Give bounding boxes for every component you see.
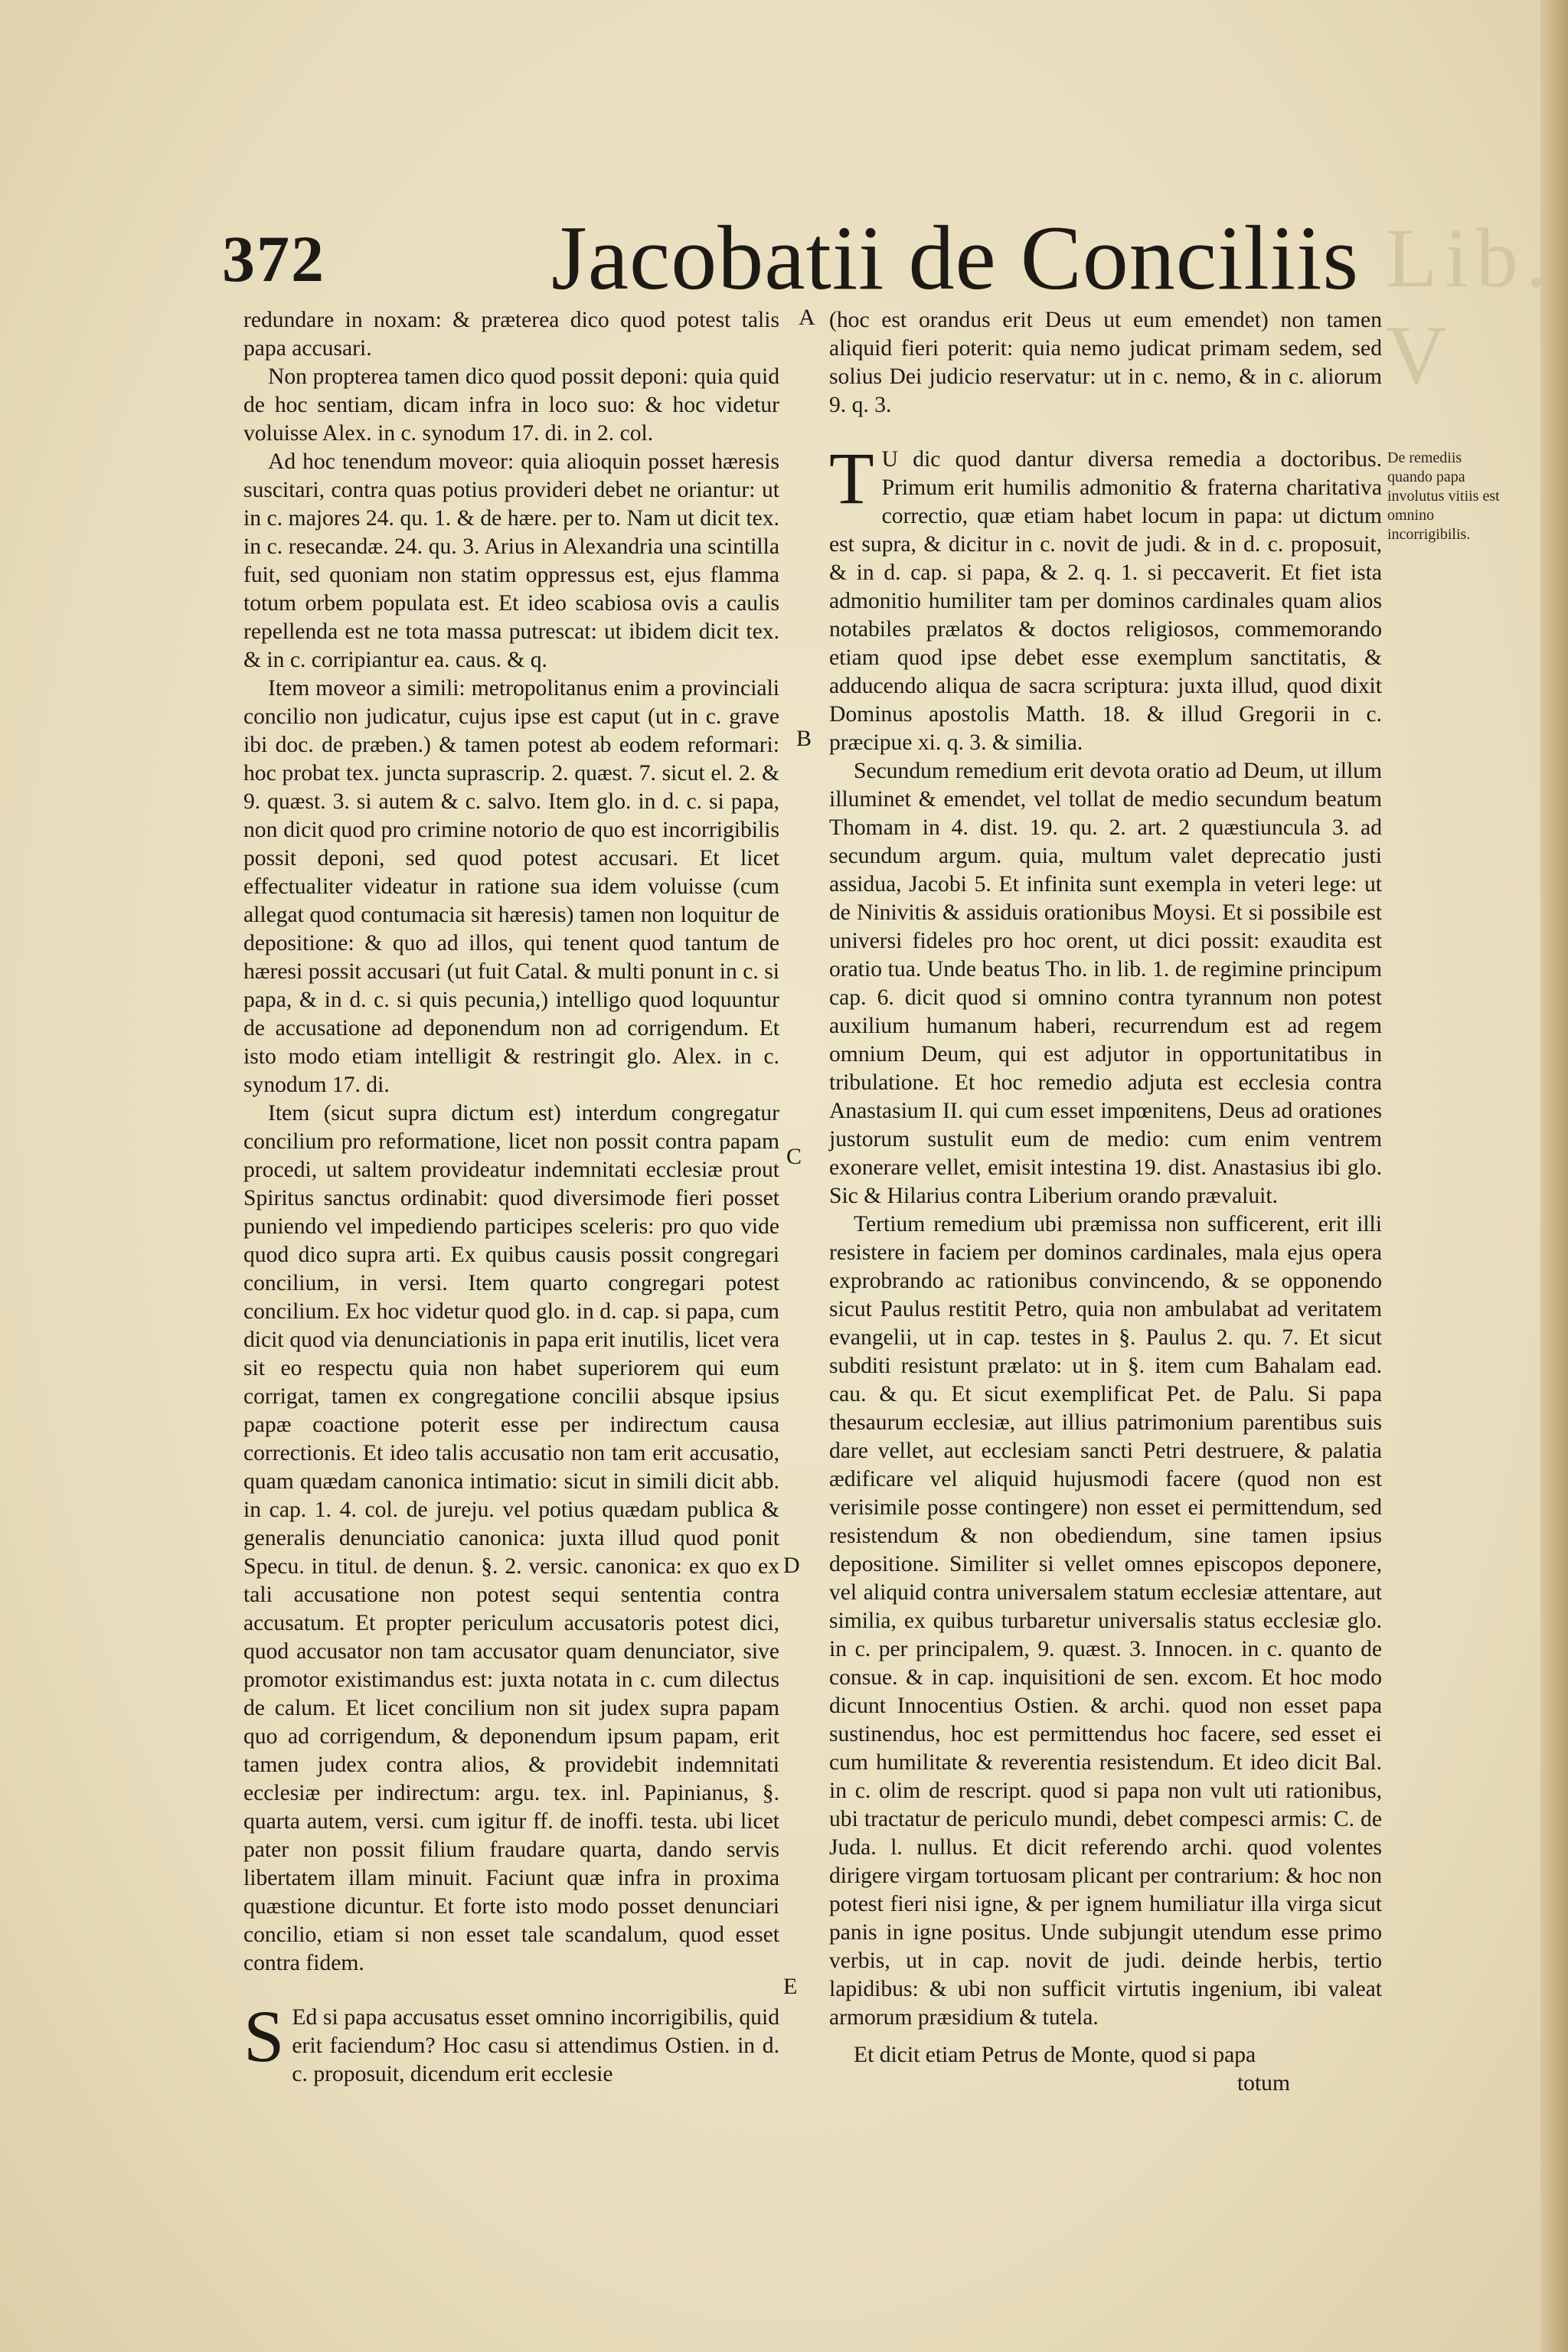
margin-letter-b: B	[796, 726, 812, 751]
spacer	[243, 1978, 779, 2004]
spacer	[829, 2032, 1382, 2041]
paragraph: Item moveor a simili: metropolitanus enim a provinciali concilio non judicatur, cujus ipse est caput (ut in c. grave ibi doc. de præben.) & tamen potest ab eodem reformari: hoc probat tex. juncta suprascrip. 2. quæst. 7. sicut el. 2. & 9. quæst. 3. si autem & c. salvo. Item glo. in d. c. si papa, non dicit quod pro crimine notorio de quo est incorrigibilis possit deponi, sed quod potest accusari. Et licet effectualiter videatur in ratione sua idem voluisse (cum allegat quod contumacia sit hæresis) tamen non loquitur de depositione: & quo ad illos, qui tenent quod tantum de hæresi possit accusari (ut fuit Catal. & multi ponunt in c. si papa, & in d. c. si quis pecunia,) intelligo quod loquuntur de accusatione ad deponendum non ad corrigendum. Et isto modo etiam intelligit & restringit glo. Alex. in c. synodum 17. di.	[243, 676, 779, 1097]
paragraph-with-dropcap	[243, 1995, 779, 2089]
paragraph: Secundum remedium erit devota oratio ad Deum, ut illum illuminet & emendet, vel tollat de medio secundum beatum Thomam in 4. dist. 19. qu. 2. art. 2 quæstiuncula 3. ad secundum argum. quia, multum valet deprecatio justi assidua, Jacobi 5. Et infinita sunt exempla in veteri lege: ut de Ninivitis & assiduis orationibus Moysi. Et si possibile est universi fideles pro hoc orent, ut dici possit: exaudita est oratio tua. Unde beatus Tho. in lib. 1. de regimine principum cap. 6. dicit quod si omnino contra tyrannum non potest auxilium humanum haberi, recurrendum est ad regem omnium Deum, qui est adjutor in opportunitatibus in tribulatione. Et hoc remedio adjuta est ecclesia contra Anastasium II. qui cum esset impœnitens, Deus ad orationes justorum sustulit eum de medio: cum enim ventrem exonerare vellet, emisit intestina 19. dist. Anastasius ibi glo. Sic & Hilarius contra Liberium orando prævaluit.	[829, 759, 1382, 1208]
drop-cap: S	[243, 1995, 285, 2077]
paragraph: Tertium remedium ubi præmissa non sufficerent, erit illi resistere in faciem per dominos cardinales, mala ejus opera exprobrando ac rationibus convincendo, & se opponendo sicut Paulus restitit Petro, quia non ambulabat ad veritatem evangelii, ut in cap. testes in §. Paulus 2. qu. 7. Et sicut subditi resistunt prælato: ut in §. item cum Bahalam ead. cau. & qu. Et sicut exemplificat Pet. de Palu. Si papa thesaurum ecclesiæ, aut illius patrimonium parentibus suis dare vellet, aut ecclesiam sancti Petri destruere, & palatia ædificare vel aliquid hujusmodi facere (quod non est verisimile posse contingere) non esset ei permittendum, sed resistendum & non obediendum, sine tamen ipsius depositione. Similiter si vellet omnes episcopos deponere, vel aliquid contra universalem statum ecclesiæ attentare, aut similia, ex quibus turbaretur universalis status ecclesiæ glo. in c. per principalem, 9. quæst. 3. Innocen. in c. quanto de consue. & in cap. inquisitioni de sen. excom. Et hoc modo dicunt Innocentius Ostien. & archi. quod non esset papa sustinendus, hoc est permittendus hoc facere, sed esset ei cum humilitate & reverentia resistendum. Et ideo dicit Bal. in c. olim de rescript. quod si papa non vult uti rationibus, ubi tractatur de periculo mundi, debet compesci armis: C. de Juda. l. nullus. Et dicit referendo archi. quod volentes dirigere virgam tortuosam plicant per contrarium: & hoc non potest fieri nisi igne, & per ignem humiliatur illa virga sicut panis in igne positus. Unde subjungit utendum esse primo verbis, ut in cap. novit de judi. deinde herbis, tertio lapidibus: & ubi non sufficit virtutis ingenium, ibi valeat armorum præsidium & tutela.	[829, 1212, 1382, 2030]
catchword: totum	[1236, 2071, 1290, 2096]
paragraph-text: Ed si papa accusatus esset omnino incorrigibilis, quid erit faciendum? Hoc casu si attendimus Ostien. in d. c. proposuit, dicendum erit ecclesie	[292, 2005, 779, 2086]
show-through-title: Lib. V	[1386, 211, 1555, 402]
spacer	[829, 420, 1382, 446]
paragraph: Et dicit etiam Petrus de Monte, quod si papa	[854, 2043, 1256, 2067]
margin-letter-a: A	[799, 305, 815, 330]
drop-cap: T	[829, 437, 874, 519]
right-column	[829, 306, 1382, 2098]
page-number: 372	[222, 222, 325, 296]
paragraph: Ad hoc tenendum moveor: quia alioquin posset hæresis suscitari, contra quas potius provideri debet ne oriantur: ut in c. majores 24. qu. 1. & de hære. per to. Nam ut dicit tex. in c. resecandæ. 24. qu. 3. Arius in Alexandria una scintilla fuit, sed quoniam non statim oppressus est, ejus flamma totum orbem populata est. Et ideo scabiosa ovis a caulis repellenda est ne tota massa putrescat: ut ibidem dicit tex. & in c. corripiantur ea. caus. & q.	[243, 449, 779, 672]
margin-letter-c: C	[786, 1144, 802, 1169]
paragraph: redundare in noxam: & præterea dico quod potest talis papa accusari.	[243, 308, 779, 361]
paragraph: Item (sicut supra dictum est) interdum congregatur concilium pro reformatione, licet non possit contra papam procedi, ut saltem provideatur indemnitati ecclesiæ prout Spiritus sanctus ordinabit: quod diversimode fieri posset puniendo vel impediendo participes sceleris: pro quo vide quod dico supra arti. Ex quibus causis possit congregari concilium, in versi. Item quarto congregari potest concilium. Ex hoc videtur quod glo. in d. cap. si papa, cum dicit quod via denunciationis in papa erit inutilis, licet vera sit eo respectu quia non habet superiorem qui eum corrigat, tamen ex congregatione concilii absque ipsius papæ coactione poterit esse per indirectum causa correctionis. Et ideo talis accusatio non tam erit accusatio, quam quædam canonica intimatio: sicut in simili dicit abb. in cap. 1. 4. col. de jureju. vel potius quædam publica & generalis denunciatio canonica: juxta illud quod ponit Specu. in titul. de denun. §. 2. versic. canonica: ex quo ex tali accusatione non potest sequi sententia contra accusatum. Et propter periculum accusatoris potest dici, quod accusator non tam accusator quam denunciator, sive promotor existimandus est: juxta notata in c. cum dilectus de calum. Et licet concilium non sit judex supra papam quo ad corrigendum, & deponendum ipsum papam, erit tamen judex contra alios, & providebit indemnitati ecclesiæ per indirectum: argu. tex. inl. Papinianus, §. quarta autem, versi. cum igitur ff. de inoffi. testa. ubi licet pater non possit filium fraudare quarta, dando servis libertatem illam minuit. Faciunt quæ infra in proxima quæstione dicuntur. Et forte isto modo posset denunciari concilio, etiam si non esset tale scandalum, quod esset contra fidem.	[243, 1101, 779, 1975]
paragraph-with-dropcap	[829, 437, 1382, 757]
paragraph-text: U dic quod dantur diversa remedia a doctoribus. Primum erit humilis admonitio & fraterna charitativa correctio, quæ etiam habet locum in papa: ut dictum est supra, & dicitur in c. novit de judi. & in d. c. proposuit, & in d. cap. si papa, & 2. q. 1. si peccaverit. Et fiet ista admonitio humiliter tam per dominos cardinales quam alios notabiles prælatos & doctos religiosos, commemorando etiam quod ipse debet esse exemplum sanctitatis, & adducendo aliqua de sacra scriptura: juxta illud, quod dixit Dominus apostolis Matth. 18. & illud Gregorii in c. præcipue xi. q. 3. & similia.	[829, 447, 1382, 755]
paragraph: (hoc est orandus erit Deus ut eum emendet) non tamen aliquid fieri poterit: quia nemo judicat primam sedem, sed solius Dei judicio reservatur: ut in c. nemo, & in c. aliorum 9. q. 3.	[829, 308, 1382, 417]
margin-note: De remediis quando papa involutus vitiis est omnino incorrigibilis.	[1387, 449, 1500, 543]
running-title: Jacobatii de Conciliis	[551, 207, 1360, 309]
paragraph: Non propterea tamen dico quod possit deponi: quia quid de hoc sentiam, dicam infra in loco suo: & hoc videtur voluisse Alex. in c. synodum 17. di. in 2. col.	[243, 364, 779, 446]
margin-letter-e: E	[783, 1974, 798, 1999]
margin-letter-d: D	[783, 1553, 800, 1578]
left-column	[243, 306, 779, 2089]
